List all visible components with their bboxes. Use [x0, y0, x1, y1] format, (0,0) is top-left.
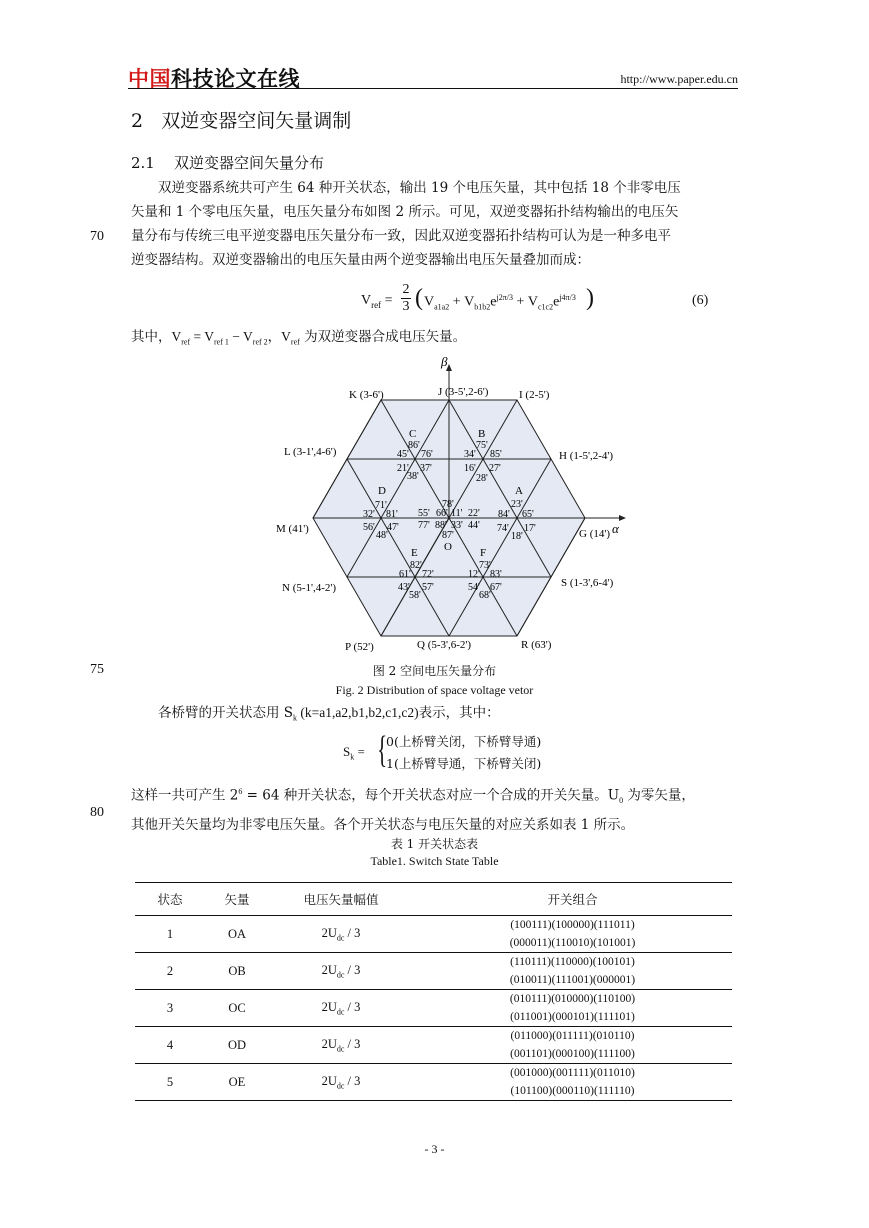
svg-text:77': 77': [418, 520, 430, 531]
svg-text:F: F: [480, 547, 487, 559]
line-number-80: 80: [90, 805, 104, 820]
logo-red-text: 中国: [128, 67, 171, 91]
svg-text:17': 17': [524, 523, 536, 534]
svg-text:37': 37': [420, 463, 432, 474]
table-caption-cn: 表 1 开关状态表: [390, 837, 479, 851]
svg-text:38': 38': [407, 471, 419, 482]
header-amplitude: 电压矢量幅值: [269, 883, 413, 916]
svg-text:Q (5-3',6-2'): Q (5-3',6-2'): [417, 639, 472, 651]
alpha-label: α: [612, 521, 619, 536]
svg-text:72': 72': [422, 569, 434, 580]
svg-text:68': 68': [479, 590, 491, 601]
svg-text:R (63'): R (63'): [521, 639, 552, 651]
switch-state-sentence: 各桥臂的开关状态用 $S_k$ (k=a1,a2,b1,b2,c1,c2)表示，其中：: [158, 705, 500, 723]
header-combination: 开关组合: [413, 883, 732, 916]
svg-text:75': 75': [476, 440, 488, 451]
svg-text:83': 83': [490, 569, 502, 580]
svg-text:82': 82': [410, 560, 422, 571]
svg-text:61': 61': [399, 569, 411, 580]
svg-text:23': 23': [511, 499, 523, 510]
svg-text:55': 55': [418, 508, 430, 519]
cell-amplitude: $2U_{dc} / 3$: [269, 953, 413, 990]
para1-line-3: 量分布与传统三电平逆变器电压矢量分布一致，因此双逆变器拓扑结构可认为是一种多电平: [131, 228, 671, 244]
table-row: [135, 990, 732, 1027]
table-row: [135, 916, 732, 953]
cell-vector: OA: [205, 916, 269, 953]
cell-combination: (001000)(001111)(011010) (101100)(000110)(111110): [413, 1064, 732, 1101]
equation-number: (6): [692, 293, 709, 308]
svg-text:H (1-5',2-4'): H (1-5',2-4'): [559, 450, 614, 462]
cell-vector: OB: [205, 953, 269, 990]
svg-text:87': 87': [442, 530, 454, 541]
cell-vector: OD: [205, 1027, 269, 1064]
svg-text:71': 71': [375, 500, 387, 511]
figure-caption-en: Fig. 2 Distribution of space voltage vetor: [335, 683, 534, 697]
svg-text:M (41'): M (41'): [276, 523, 309, 535]
svg-text:58': 58': [409, 590, 421, 601]
svg-text:66': 66': [436, 508, 448, 519]
cell-combination: (010111)(010000)(110100) (011001)(000101)(111101): [413, 990, 732, 1027]
svg-text:E: E: [411, 547, 418, 559]
svg-text:18': 18': [511, 531, 523, 542]
svg-text:K (3-6'): K (3-6'): [349, 389, 384, 401]
svg-text:47': 47': [387, 522, 399, 533]
table-row: [135, 1064, 732, 1101]
svg-text:32': 32': [363, 509, 375, 520]
svg-text:81': 81': [386, 509, 398, 520]
svg-text:76': 76': [421, 449, 433, 460]
svg-text:67': 67': [490, 582, 502, 593]
section-heading: 2 双逆变器空间矢量调制: [131, 110, 352, 132]
svg-text:73': 73': [479, 560, 491, 571]
table-row: [135, 1027, 732, 1064]
svg-text:O: O: [444, 541, 452, 553]
svg-text:22': 22': [468, 508, 480, 519]
svg-text:86': 86': [408, 440, 420, 451]
table-caption-en: Table1. Switch State Table: [370, 854, 499, 868]
svg-text:P (52'): P (52'): [345, 641, 374, 653]
svg-text:27': 27': [489, 463, 501, 474]
cell-vector: OE: [205, 1064, 269, 1101]
cell-amplitude: $2U_{dc} / 3$: [269, 916, 413, 953]
svg-text:L (3-1',4-6'): L (3-1',4-6'): [284, 446, 337, 458]
svg-text:54': 54': [468, 582, 480, 593]
where-line: 其中，$V_{ref} = V_{ref 1} - V_{ref 2}$，$V_{ref}$ 为双逆变器合成电压矢量。: [131, 329, 467, 347]
svg-text:28': 28': [476, 473, 488, 484]
svg-text:65': 65': [522, 509, 534, 520]
para1-line-4: 逆变器结构。双逆变器输出的电压矢量由两个逆变器输出电压矢量叠加而成：: [131, 252, 590, 268]
svg-text:B: B: [478, 428, 486, 440]
svg-text:56': 56': [363, 522, 375, 533]
cell-combination: (011000)(011111)(010110) (001101)(000100)(111100): [413, 1027, 732, 1064]
header-url[interactable]: http://www.paper.edu.cn: [620, 72, 738, 86]
svg-text:J (3-5',2-6'): J (3-5',2-6'): [438, 386, 489, 398]
cell-combination: (100111)(100000)(111011) (000011)(110010)(101001): [413, 916, 732, 953]
svg-text:45': 45': [397, 449, 409, 460]
svg-text:11': 11': [451, 508, 463, 519]
svg-text:G (14'): G (14'): [579, 528, 611, 540]
svg-text:84': 84': [498, 509, 510, 520]
cell-amplitude: $2U_{dc} / 3$: [269, 990, 413, 1027]
para2-line-1: 这样一共可产生 $2^6 = 64$ 种开关状态，每个开关状态对应一个合成的开关矢量。$U_0$ 为零矢量，: [131, 787, 695, 806]
svg-text:57': 57': [422, 582, 434, 593]
table-header-row: [135, 883, 732, 916]
svg-text:I (2-5'): I (2-5'): [519, 389, 550, 401]
svg-text:43': 43': [398, 582, 410, 593]
svg-text:A: A: [515, 485, 523, 497]
header-vector: 矢量: [205, 883, 269, 916]
cell-state: 2: [135, 953, 205, 990]
cell-state: 5: [135, 1064, 205, 1101]
cell-state: 1: [135, 916, 205, 953]
cell-amplitude: $2U_{dc} / 3$: [269, 1064, 413, 1101]
line-number-75: 75: [90, 662, 104, 677]
page-number: - 3 -: [424, 1142, 445, 1156]
svg-text:D: D: [378, 485, 386, 497]
paragraph-2: [131, 780, 738, 837]
svg-text:74': 74': [497, 523, 509, 534]
cell-state: 3: [135, 990, 205, 1027]
line-number-70: 70: [90, 229, 104, 244]
svg-text:N (5-1',4-2'): N (5-1',4-2'): [282, 582, 337, 594]
alpha-arrow-icon: [619, 515, 626, 521]
svg-text:44': 44': [468, 520, 480, 531]
cell-combination: (110111)(110000)(100101) (010011)(111001)(000001): [413, 953, 732, 990]
svg-text:88': 88': [435, 520, 447, 531]
subsection-heading: 2.1 双逆变器空间矢量分布: [131, 154, 324, 172]
svg-text:48': 48': [376, 530, 388, 541]
svg-text:21': 21': [397, 463, 409, 474]
svg-text:85': 85': [490, 449, 502, 460]
table-row: [135, 953, 732, 990]
cell-vector: OC: [205, 990, 269, 1027]
svg-text:33': 33': [451, 520, 463, 531]
para2-line-2: 其他开关矢量均为非零电压矢量。各个开关状态与电压矢量的对应关系如表 1 所示。: [131, 817, 635, 834]
svg-text:34': 34': [464, 449, 476, 460]
switch-state-table: [135, 882, 732, 1101]
svg-text:78': 78': [442, 499, 454, 510]
cell-amplitude: $2U_{dc} / 3$: [269, 1027, 413, 1064]
para1-line-2: 矢量和 1 个零电压矢量，电压矢量分布如图 2 所示。可见，双逆变器拓扑结构输出的电压矢: [131, 204, 679, 220]
figure-caption-cn: 图 2 空间电压矢量分布: [372, 664, 497, 678]
header-state: 状态: [135, 883, 205, 916]
svg-text:12': 12': [468, 569, 480, 580]
beta-label: β: [441, 354, 448, 369]
para1-line-1: 双逆变器系统共可产生 64 种开关状态，输出 19 个电压矢量，其中包括 18 个非零电压: [158, 180, 681, 196]
svg-text:C: C: [409, 428, 417, 440]
logo-black-text: 科技论文在线: [171, 67, 300, 91]
svg-text:16': 16': [464, 463, 476, 474]
cell-state: 4: [135, 1027, 205, 1064]
svg-text:S (1-3',6-4'): S (1-3',6-4'): [561, 577, 614, 589]
